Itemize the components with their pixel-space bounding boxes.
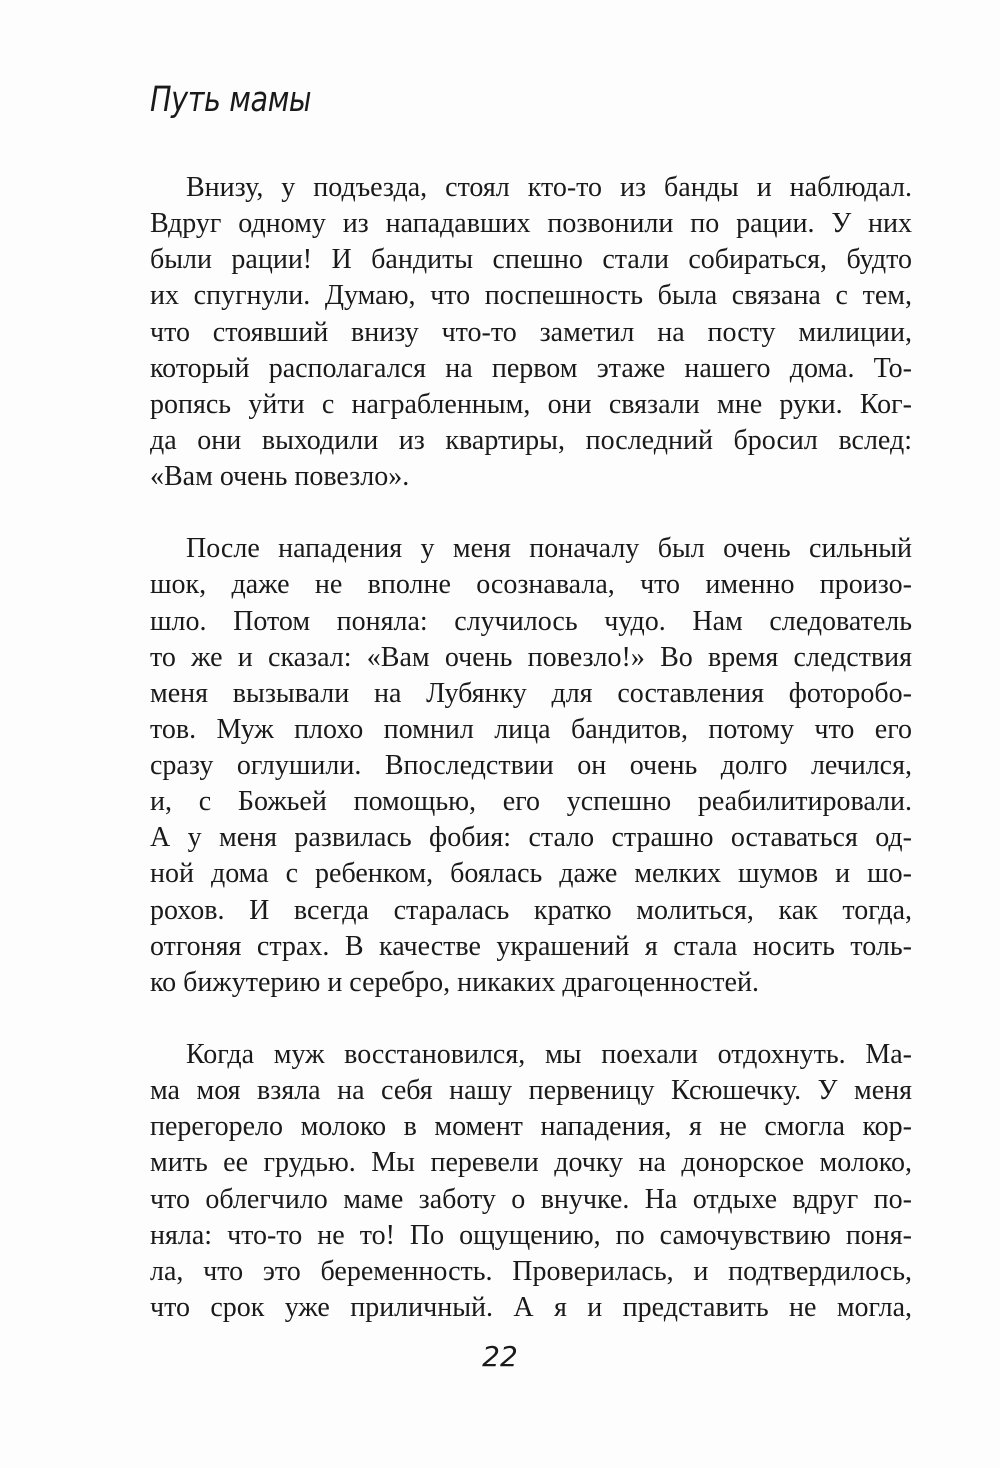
text-line: были рации! И бандиты спешно стали собираться, будто <box>150 244 912 275</box>
text-line: Когда муж восстановился, мы поехали отдохнуть. Ма- <box>186 1039 912 1070</box>
text-line: ной дома с ребенком, боялась даже мелких шумов и шо- <box>150 858 912 889</box>
text-line: няла: что-то не то! По ощущению, по самочувствию поня- <box>150 1220 912 1251</box>
text-line: ко бижутерию и серебро, никаких драгоценностей. <box>150 967 759 998</box>
text-line: Вдруг одному из нападавших позвонили по рации. У них <box>150 208 912 239</box>
text-line: сразу оглушили. Впоследствии он очень долго лечился, <box>150 750 912 781</box>
text-line: тов. Муж плохо помнил лица бандитов, потому что его <box>150 714 912 745</box>
text-line: который располагался на первом этаже нашего дома. То- <box>150 353 912 384</box>
text-line: и, с Божьей помощью, его успешно реабилитировали. <box>150 786 912 817</box>
text-line: меня вызывали на Лубянку для составления фоторобо- <box>150 678 912 709</box>
text-line: отгоняя страх. В качестве украшений я стала носить толь- <box>150 931 912 962</box>
text-line: ла, что это беременность. Проверилась, и подтвердилось, <box>150 1256 912 1287</box>
text-line: ма моя взяла на себя нашу первеницу Ксюшечку. У меня <box>150 1075 912 1106</box>
text-line: После нападения у меня поначалу был очень сильный <box>186 533 912 564</box>
text-line: ропясь уйти с награбленным, они связали мне руки. Ког- <box>150 389 912 420</box>
text-line: да они выходили из квартиры, последний бросил вслед: <box>150 425 912 456</box>
text-line: их спугнули. Думаю, что поспешность была связана с тем, <box>150 280 912 311</box>
page-number: 22 <box>482 1340 518 1373</box>
text-line: мить ее грудью. Мы перевели дочку на донорское молоко, <box>150 1147 912 1178</box>
text-line: то же и сказал: «Вам очень повезло!» Во время следствия <box>150 642 912 673</box>
text-line: А у меня развилась фобия: стало страшно оставаться од- <box>150 822 912 853</box>
text-line: что облегчило маме заботу о внучке. На отдыхе вдруг по- <box>150 1184 912 1215</box>
text-line: шок, даже не вполне осознавала, что именно произо- <box>150 569 912 600</box>
running-head: Путь мамы <box>150 80 312 120</box>
text-line: перегорело молоко в момент нападения, я не смогла кор- <box>150 1111 912 1142</box>
text-line: «Вам очень повезло». <box>150 461 410 492</box>
text-line: рохов. И всегда старалась кратко молиться, как тогда, <box>150 895 912 926</box>
text-line: шло. Потом поняла: случилось чудо. Нам следователь <box>150 606 912 637</box>
text-line: Внизу, у подъезда, стоял кто-то из банды и наблюдал. <box>186 172 912 203</box>
text-line: что стоявший внизу что-то заметил на посту милиции, <box>150 317 912 348</box>
text-line: что срок уже приличный. А я и представить не могла, <box>150 1292 912 1323</box>
